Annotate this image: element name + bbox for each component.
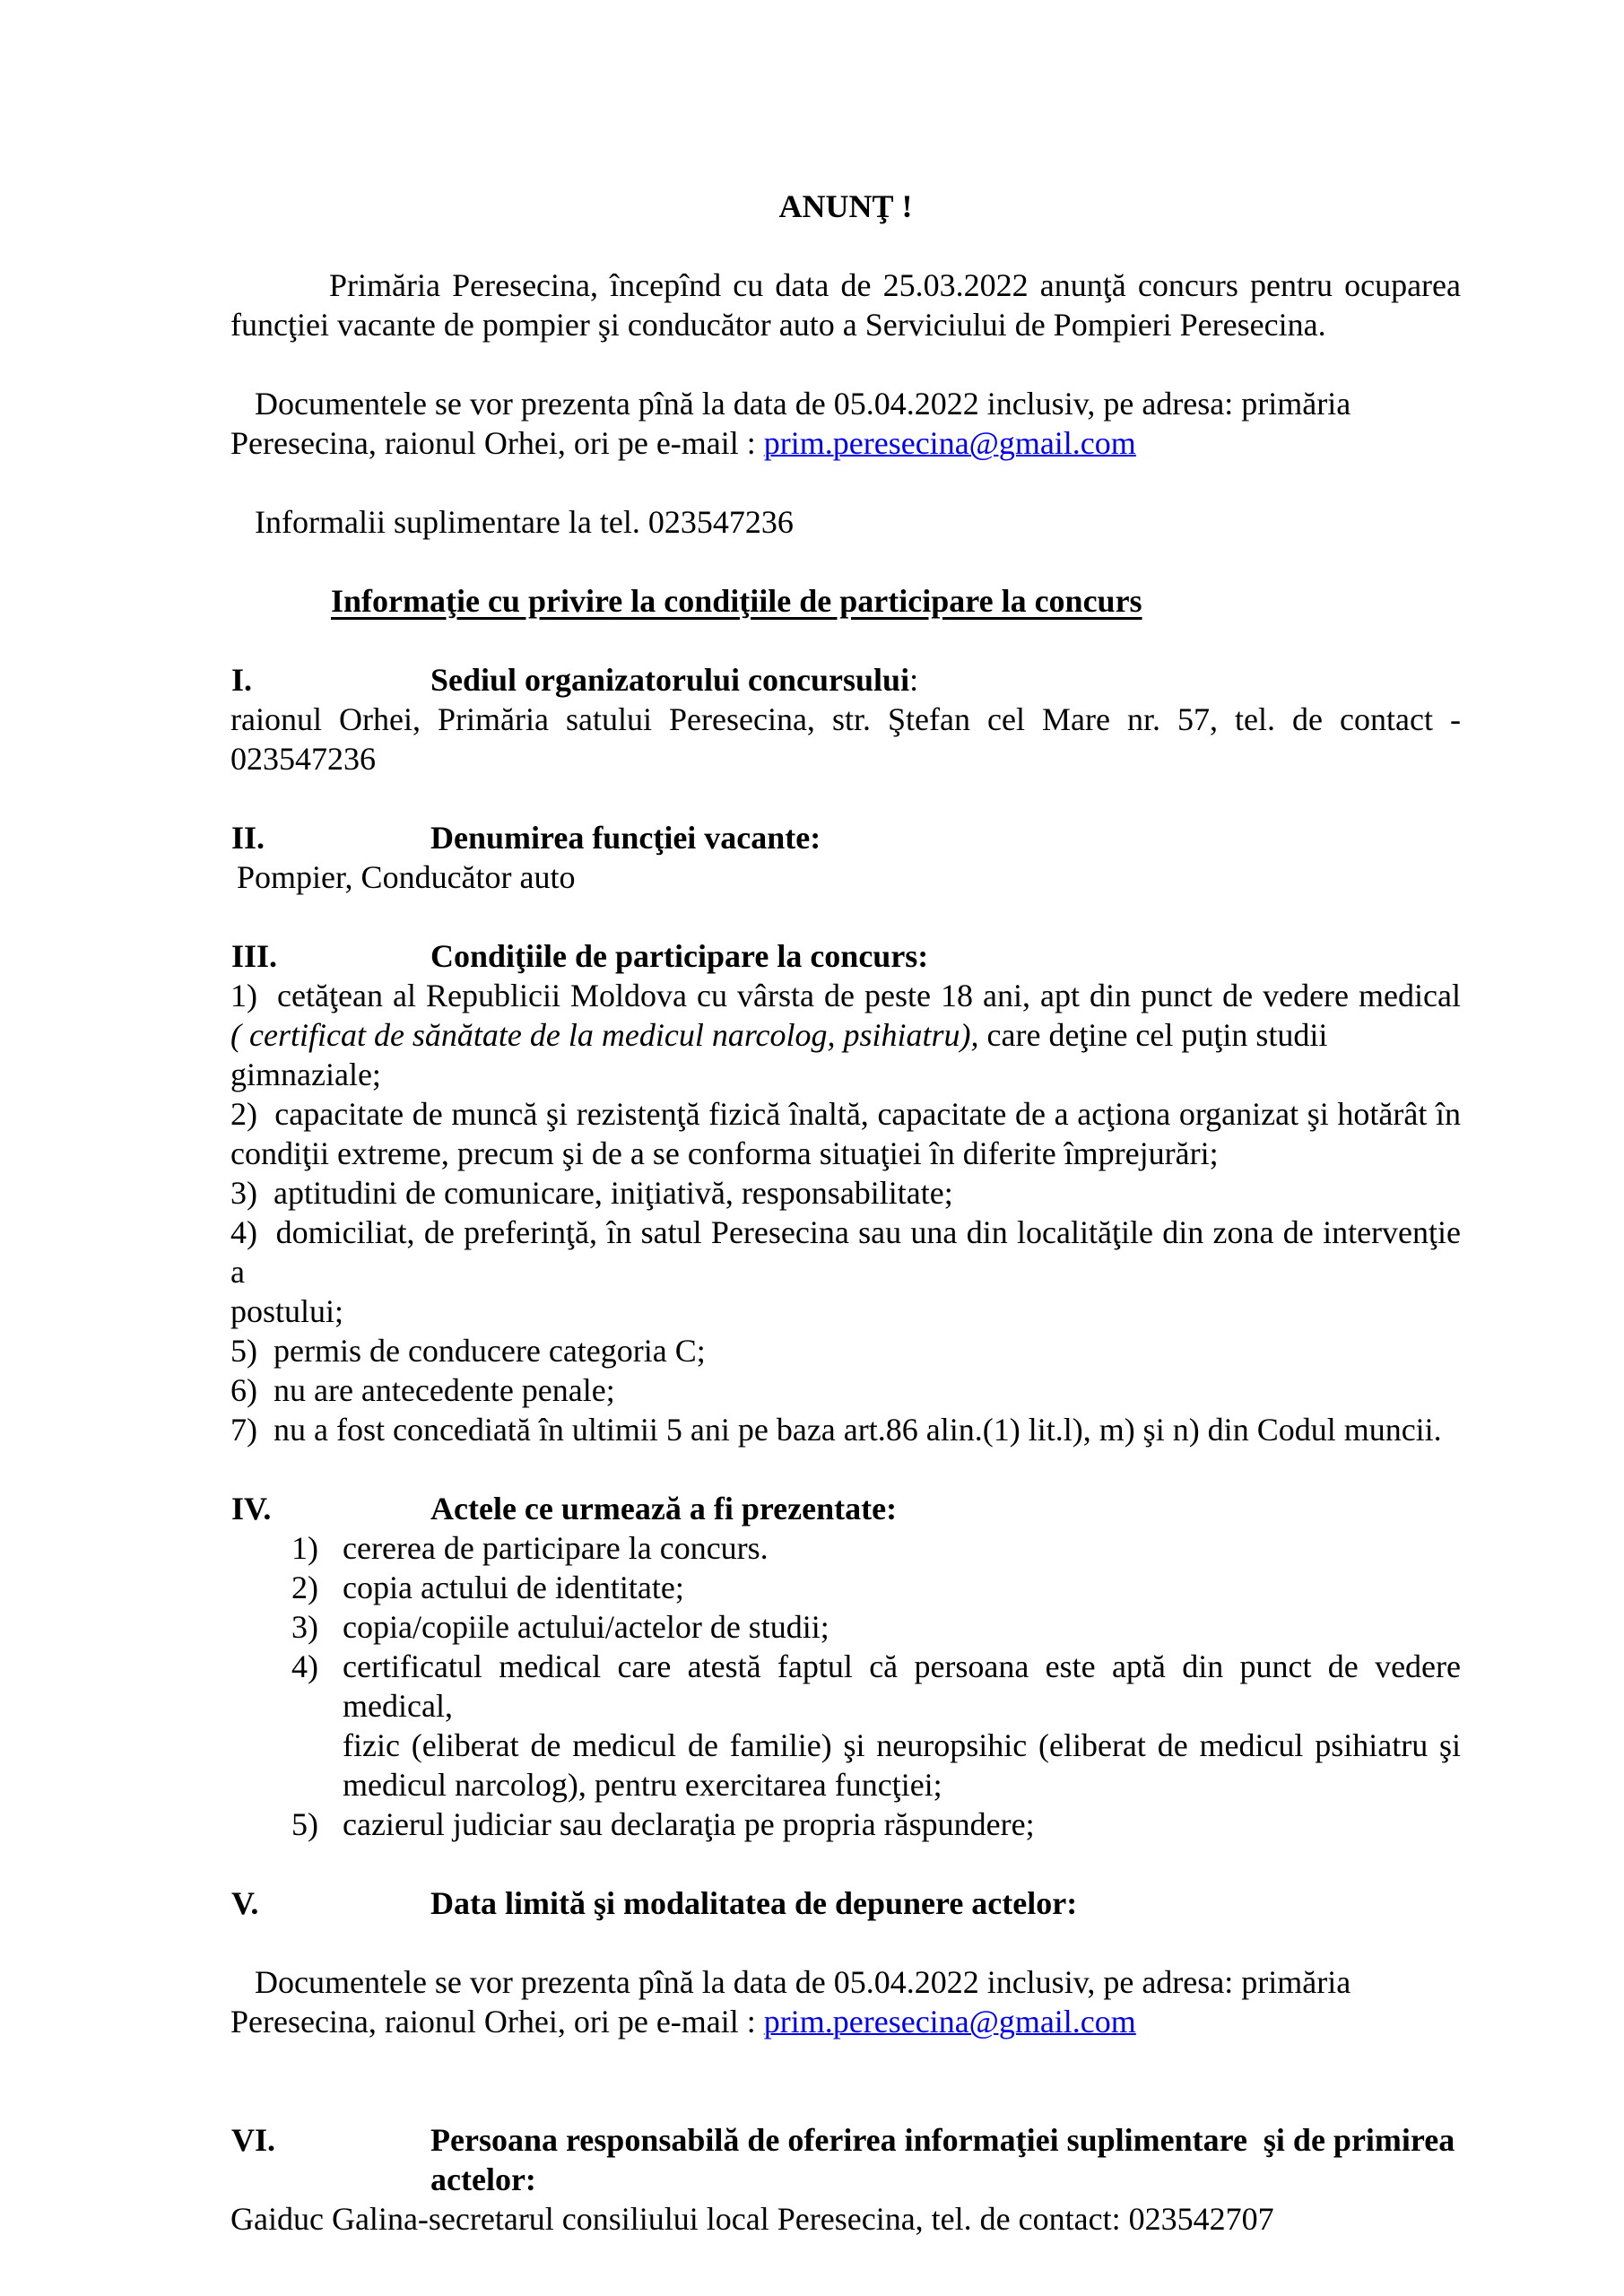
section-2-heading bbox=[231, 818, 1461, 857]
condition-item-2-line1: 2) capacitate de muncă şi rezistenţă fizică înaltă, capacitate de a acţiona organizat şi hotărât în bbox=[230, 1096, 1461, 1132]
main-heading: Informaţie cu privire la condiţiile de participare la concurs bbox=[331, 583, 1142, 619]
section-4-heading bbox=[231, 1489, 1461, 1528]
section-4-title: Actele ce urmează a fi prezentate: bbox=[430, 1491, 898, 1526]
document-item-1-number: 1) bbox=[291, 1530, 318, 1566]
info-phone-line: Informalii suplimentare la tel. 023547236 bbox=[255, 504, 794, 540]
condition-item-7: 7) nu a fost concediată în ultimii 5 ani pe baza art.86 alin.(1) lit.l), m) şi n) din Codul muncii. bbox=[230, 1412, 1442, 1448]
section-1-body-line1: raionul Orhei, Primăria satului Peresecina, str. Ştefan cel Mare nr. 57, tel. de contact - bbox=[230, 701, 1461, 737]
email-link-2[interactable]: prim.peresecina@gmail.com bbox=[763, 2004, 1136, 2039]
section-6-title-line2: actelor: bbox=[430, 2161, 536, 2197]
section-1-title-colon: : bbox=[909, 662, 919, 698]
condition-item-1-italic: ( certificat de sănătate de la medicul narcolog, psihiatru), bbox=[230, 1017, 979, 1053]
condition-item-1-rest: care deţine cel puţin studii gimnaziale; bbox=[230, 1017, 1328, 1092]
section-1-body-line2: 023547236 bbox=[230, 741, 376, 777]
intro-p2-line2 bbox=[230, 423, 1461, 463]
email-link[interactable]: prim.peresecina@gmail.com bbox=[763, 425, 1136, 461]
section-5-body-line2-text: Peresecina, raionul Orhei, ori pe e-mail : bbox=[230, 2004, 764, 2039]
document-title: ANUNŢ ! bbox=[778, 188, 913, 224]
intro-paragraph-1 bbox=[230, 265, 1461, 344]
document-item-4-line1: certificatul medical care atestă faptul că persoana este aptă din punct de vedere medical, bbox=[343, 1648, 1461, 1724]
document-item-4-line2: fizic (eliberat de medicul de familie) şi neuropsihic (eliberat de medicul psihiatru şi bbox=[343, 1727, 1461, 1763]
section-4-list bbox=[230, 1528, 1461, 1844]
document-item-3 bbox=[230, 1607, 1461, 1647]
document-item-3-text: copia/copiile actului/actelor de studii; bbox=[343, 1609, 829, 1645]
document-item-5 bbox=[230, 1805, 1461, 1844]
condition-item-6: 6) nu are antecedente penale; bbox=[230, 1372, 615, 1408]
section-5-body-line1: Documentele se vor prezenta pînă la data de 05.04.2022 inclusiv, pe adresa: primăria bbox=[255, 1964, 1351, 2000]
document-item-2-text: copia actului de identitate; bbox=[343, 1570, 684, 1605]
section-5-numeral: V. bbox=[231, 1885, 259, 1921]
section-1-numeral: I. bbox=[231, 662, 253, 698]
section-5-body bbox=[230, 1962, 1461, 2041]
document-item-4-number: 4) bbox=[291, 1648, 318, 1684]
document-item-1-text: cererea de participare la concurs. bbox=[343, 1530, 769, 1566]
section-1-title: Sediul organizatorului concursului bbox=[430, 662, 910, 698]
section-2-numeral: II. bbox=[231, 820, 265, 856]
condition-item-3: 3) aptitudini de comunicare, iniţiativă, responsabilitate; bbox=[230, 1175, 953, 1211]
intro-p2-line1: Documentele se vor prezenta pînă la data de 05.04.2022 inclusiv, pe adresa: primăria bbox=[255, 386, 1351, 422]
condition-item-1-line1: 1) cetăţean al Republicii Moldova cu vârsta de peste 18 ani, apt din punct de vedere medical bbox=[230, 978, 1461, 1013]
document-item-5-number: 5) bbox=[291, 1806, 318, 1842]
document-item-5-text: cazierul judiciar sau declaraţia pe propria răspundere; bbox=[343, 1806, 1035, 1842]
document-item-4-line3: medicul narcolog), pentru exercitarea funcţiei; bbox=[343, 1767, 942, 1803]
section-6-heading bbox=[231, 2120, 1461, 2199]
condition-item-4-line1: 4) domiciliat, de preferinţă, în satul Peresecina sau una din localităţile din zona de intervenţie a bbox=[230, 1214, 1461, 1290]
intro-paragraph-2 bbox=[230, 384, 1461, 463]
document-item-2-number: 2) bbox=[291, 1570, 318, 1605]
section-4-numeral: IV. bbox=[231, 1491, 272, 1526]
intro-p1-line1: Primăria Peresecina, începînd cu data de 25.03.2022 anunţă concurs pentru ocuparea bbox=[329, 267, 1461, 303]
section-1-body bbox=[230, 700, 1461, 778]
section-3-numeral: III. bbox=[231, 938, 278, 974]
section-6-title-line1: Persoana responsabilă de oferirea informaţiei suplimentare şi de primirea bbox=[430, 2122, 1455, 2158]
section-2-body: Pompier, Conducător auto bbox=[237, 859, 576, 895]
condition-item-5: 5) permis de conducere categoria C; bbox=[230, 1333, 706, 1369]
intro-p1-line2: funcţiei vacante de pompier şi conducător auto a Serviciului de Pompieri Peresecina. bbox=[230, 307, 1326, 343]
document-item-1 bbox=[230, 1528, 1461, 1568]
document-item-2 bbox=[230, 1568, 1461, 1607]
section-1-heading bbox=[231, 660, 1461, 700]
section-2-title: Denumirea funcţiei vacante: bbox=[430, 820, 821, 856]
intro-p2-line2-text: Peresecina, raionul Orhei, ori pe e-mail : bbox=[230, 425, 764, 461]
section-3-heading bbox=[231, 936, 1461, 976]
document-item-3-number: 3) bbox=[291, 1609, 318, 1645]
section-6-numeral: VI. bbox=[231, 2122, 276, 2158]
document-item-4 bbox=[230, 1647, 1461, 1805]
condition-item-4-line2: postului; bbox=[230, 1293, 344, 1329]
section-5-body-line2 bbox=[230, 2002, 1461, 2041]
condition-item-1-line2 bbox=[230, 1015, 1461, 1094]
section-3-title: Condiţiile de participare la concurs: bbox=[430, 938, 929, 974]
condition-item-2-line2: condiţii extreme, precum şi de a se conforma situaţiei în diferite împrejurări; bbox=[230, 1135, 1219, 1171]
section-5-title: Data limită şi modalitatea de depunere actelor: bbox=[430, 1885, 1078, 1921]
section-5-heading bbox=[231, 1883, 1461, 1923]
section-3-list bbox=[230, 976, 1461, 1449]
section-6-body: Gaiduc Galina-secretarul consiliului local Peresecina, tel. de contact: 023542707 bbox=[230, 2201, 1274, 2237]
